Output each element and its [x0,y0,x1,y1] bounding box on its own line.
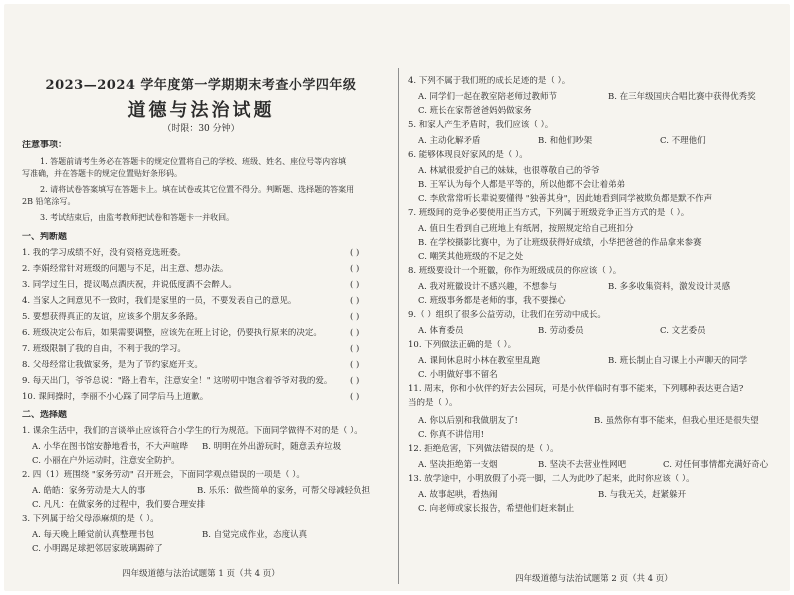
option-c: C. 你真不讲信用! [418,430,485,440]
answer-blank: ( ) [350,360,360,370]
option-b: B. 多多收集资料，激发设计灵感 [608,282,731,292]
question-stem: 9.（ ）组织了很多公益劳动，让我们在劳动中成长。 [408,310,606,320]
option-a: A. 你以后别和我做朋友了! [418,416,518,426]
option-a: A. 故事起哄，看热闹 [418,490,498,500]
question-stem: 12. 拒绝危害，下列做法错误的是（ ）。 [408,444,559,454]
option-a: A. 皓皓：家务劳动是大人的事 [32,486,146,496]
option-b: B. 坚决不去营业性网吧 [538,460,627,470]
option-c: C. 李欣常常听长辈说要懂得 "独善其身"，因此她看到同学被欺负都是默不作声 [418,194,713,204]
answer-blank: ( ) [350,280,360,290]
right-column [398,4,790,591]
judgment-item: 1. 我的学习成绩不好，没有资格竞选班委。 [22,248,186,258]
left-column [4,4,398,591]
answer-blank: ( ) [350,344,360,354]
question-stem: 1. 课余生活中，我们的言谈举止应该符合小学生的行为规范。下面同学做得不对的是（ ）。 [22,426,363,436]
judgment-item: 3. 同学过生日，提议喝点酒庆祝，并说低度酒不会醉人。 [22,280,237,290]
answer-blank: ( ) [350,296,360,306]
option-a: A. 小华在图书馆安静地看书，不大声喧哗 [32,442,189,452]
question-stem: 7. 班级间的竞争必要使用正当方式，下列属于班级竞争正当方式的是（ ）。 [408,208,690,218]
question-stem: 11. 周末，你和小伙伴约好去公园玩，可是小伙伴临时有事不能来，下列哪种表达更合适? [408,384,744,394]
question-stem: 10. 下列做法正确的是（ ）。 [408,340,517,350]
answer-blank: ( ) [350,328,360,338]
option-b: B. 乐乐：做些简单的家务，可帮父母减轻负担 [197,486,371,496]
option-c: C. 文艺委员 [660,326,706,336]
judgment-item: 10. 课间操时，李丽不小心踩了同学后马上道歉。 [22,392,209,402]
option-b: B. 自觉完成作业，态度认真 [202,530,308,540]
option-a: A. 每天晚上睡觉前认真整理书包 [32,530,155,540]
option-a: A. 体育委员 [418,326,464,336]
option-c: C. 班长在家帮爸爸妈妈做家务 [418,106,532,116]
option-c: C. 小明踢足球把邻居家玻璃踢碎了 [32,544,163,554]
option-a: A. 值日生看到自己班地上有纸屑，按照规定给自己班扣分 [418,224,634,234]
page-footer-1: 四年级道德与法治试题第 1 页（共 4 页） [122,569,280,579]
question-stem: 13. 放学途中，小明放假了小亮一脚，二人为此吵了起来，此时你应该（ ）。 [408,474,695,484]
judgment-item: 6. 班级决定公布后，如果需要调整，应该先在班上讨论，仍要执行原来的决定。 [22,328,322,338]
exam-sheet [4,4,790,591]
option-c: C. 班级事务都是老师的事，我不要操心 [418,296,566,306]
judgment-item: 5. 要想获得真正的友谊，应该多个朋友多条路。 [22,312,203,322]
note-line: 3. 考试结束后，由监考教师把试卷和答题卡一并收回。 [40,213,235,222]
note-line: 2. 请将试卷答案填写在答题卡上。填在试卷或其它位置不得分。判断题、选择题的答案用 [40,185,355,194]
question-stem: 6. 能够体现良好家风的是（ ）。 [408,150,528,160]
option-b: B. 与我无关，赶紧躲开 [598,490,687,500]
option-a: A. 我对班徽设计不感兴趣，不想参与 [418,282,558,292]
judgment-item: 4. 当家人之间意见不一致时，我们是家里的一员，不要发表自己的意见。 [22,296,297,306]
option-a: A. 主动化解矛盾 [418,136,481,146]
option-c: C. 向老师或家长报告，希望他们赶来制止 [418,504,575,514]
notes-heading: 注意事项： [22,140,68,150]
judgment-item: 2. 李娟经常针对班级的问题与不足，出主意、想办法。 [22,264,229,274]
answer-blank: ( ) [350,312,360,322]
answer-blank: ( ) [350,264,360,274]
page-footer-2: 四年级道德与法治试题第 2 页（共 4 页） [515,574,673,584]
option-a: A. 同学们一起在教室陪老师过教师节 [418,92,558,102]
option-b: B. 和他们吵架 [538,136,593,146]
question-stem: 2. 四（1）班围绕 "家务劳动" 召开班会，下面同学观点错误的一项是（ ）。 [22,470,305,480]
note-line: 写准确，并在答题卡的规定位置贴好条形码。 [22,169,182,178]
judgment-item: 7. 班级限制了我的自由，不利于我的学习。 [22,344,186,354]
option-c: C. 不理他们 [660,136,706,146]
question-stem: 3. 下列属于给父母添麻烦的是（ ）。 [22,514,159,524]
answer-blank: ( ) [350,376,360,386]
choice-heading: 二、选择题 [22,410,68,420]
option-a: A. 坚决拒绝第一支烟 [418,460,498,470]
option-c: C. 嘲笑其他班级的不足之处 [418,252,524,262]
option-a: A. 课间休息时小林在教室里乱跑 [418,356,541,366]
judgment-item: 9. 每天出门，爷爷总说："路上看车，注意安全！" 这唠叨中饱含着爷爷对我的爱。 [22,376,333,386]
option-c: C. 对任何事情都充满好奇心 [663,460,769,470]
option-b: B. 班长制止自习课上小声聊天的同学 [608,356,748,366]
exam-title: 道德与法治试题 [127,100,275,121]
option-b: B. 在学校摄影比赛中，为了让班级获得好成绩，小华把爸爸的作品拿来参赛 [418,238,702,248]
question-stem: 8. 班级要设计一个班徽，你作为班级成员的你应该（ ）。 [408,266,622,276]
judgment-heading: 一、判断题 [22,232,68,242]
option-c: C. 凡凡：在做家务的过程中，我们要合理安排 [32,500,206,510]
option-c: C. 小明做好事不留名 [418,370,498,380]
option-c: C. 小丽在户外运动时，注意安全防护。 [32,456,180,466]
answer-blank: ( ) [350,248,360,258]
question-stem-cont: 当的是（ ）。 [408,398,458,408]
option-b: B. 劳动委员 [538,326,584,336]
answer-blank: ( ) [350,392,360,402]
judgment-item: 8. 父母经常让我做家务，是为了节约家庭开支。 [22,360,203,370]
question-stem: 4. 下列不属于我们班的成长足迹的是（ ）。 [408,76,571,86]
option-a: A. 林斌很爱护自己的妹妹，也很尊敬自己的爷爷 [418,166,600,176]
option-b: B. 王军认为每个人都是平等的，所以他都不会让着弟弟 [418,180,626,190]
question-stem: 5. 和家人产生矛盾时，我们应该（ ）。 [408,120,554,130]
exam-time: （时限：30 分钟） [162,124,240,134]
note-line: 2B 铅笔涂写。 [22,197,76,206]
option-b: B. 明明在外出游玩时，随意丢弃垃圾 [202,442,342,452]
exam-year-line: 2023—2024 学年度第一学期期末考查小学四年级 [45,78,357,93]
note-line: 1. 答题前请考生务必在答题卡的规定位置将自己的学校、班级、姓名、座位号等内容填 [40,157,347,166]
option-b: B. 在三年级国庆合唱比赛中获得优秀奖 [608,92,756,102]
option-b: B. 虽然你有事不能来，但我心里还是很失望 [594,416,759,426]
